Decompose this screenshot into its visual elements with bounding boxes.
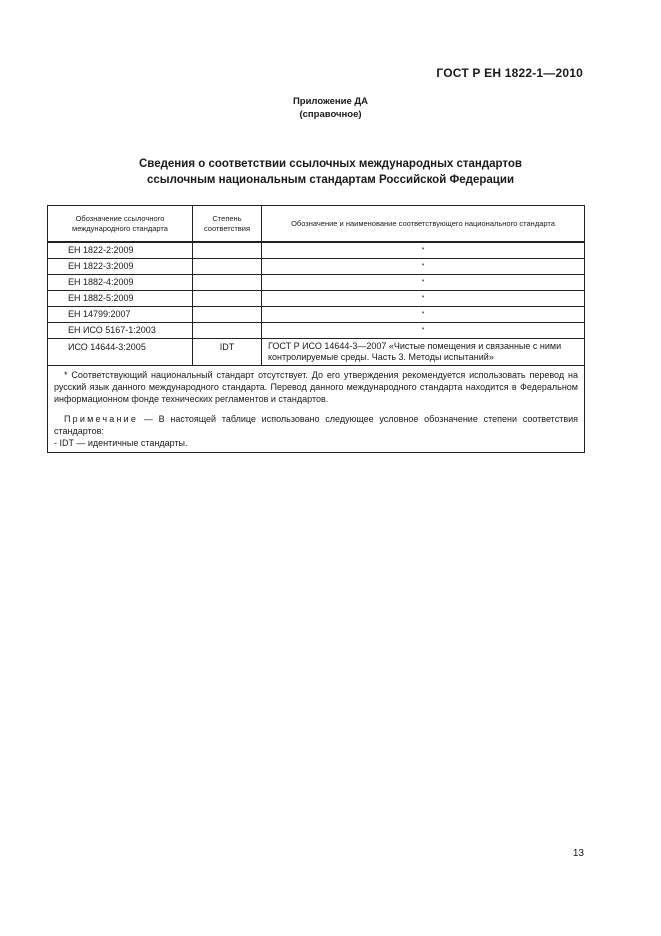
table-row — [48, 242, 585, 259]
annex-title — [40, 156, 621, 188]
table-header-row — [48, 206, 585, 243]
annex-title-line-2: ссылочным национальным стандартам Российской Федерации — [146, 174, 515, 186]
annex-heading — [0, 95, 661, 121]
page-number: 13 — [572, 848, 584, 859]
national-standard-cell: * — [262, 275, 585, 291]
degree-cell — [193, 259, 262, 275]
table-row — [48, 339, 585, 366]
national-standard-cell: * — [262, 291, 585, 307]
footnote-text: * Соответствующий национальный стандарт отсутствует. До его утверждения рекомендуется использовать перевод на русский язык данного международного стандарта. Перевод данного международного стандарта находится в Федеральном информационном фонде технических регламентов и стандартов. — [54, 370, 578, 404]
intl-standard-cell: ЕН 1882-4:2009 — [48, 275, 193, 291]
intl-standard-cell: ЕН 1822-2:2009 — [48, 242, 193, 259]
degree-cell: IDT — [193, 339, 262, 366]
notes-row — [48, 366, 585, 453]
note-label: Примечание — [64, 414, 139, 424]
intl-standard-cell: ИСО 14644-3:2005 — [48, 339, 193, 366]
intl-standard-cell: ЕН 14799:2007 — [48, 307, 193, 323]
note-item: - IDT — идентичные стандарты. — [54, 438, 188, 448]
intl-standard-cell: ЕН 1822-3:2009 — [48, 259, 193, 275]
notes-cell — [48, 366, 585, 453]
degree-cell — [193, 291, 262, 307]
intl-standard-cell: ЕН 1882-5:2009 — [48, 291, 193, 307]
document-code: ГОСТ Р ЕН 1822-1—2010 — [436, 66, 583, 80]
intl-standard-cell: ЕН ИСО 5167-1:2003 — [48, 323, 193, 339]
note-paragraph — [54, 413, 578, 437]
table-row — [48, 323, 585, 339]
table-row — [48, 259, 585, 275]
note-text: — В настоящей таблице использовано следующее условное обозначение степени соответствия стандартов: — [54, 414, 578, 436]
national-standard-cell: * — [262, 259, 585, 275]
reference-standards-table — [47, 205, 585, 453]
header-degree: Степень соответствия — [193, 206, 262, 243]
annex-type: (справочное) — [299, 109, 362, 120]
national-standard-cell: * — [262, 307, 585, 323]
national-standard-cell: * — [262, 323, 585, 339]
national-standard-cell: * — [262, 242, 585, 259]
table-row — [48, 291, 585, 307]
degree-cell — [193, 242, 262, 259]
annex-title-line-1: Сведения о соответствии ссылочных международных стандартов — [138, 158, 522, 170]
degree-cell — [193, 323, 262, 339]
degree-cell — [193, 307, 262, 323]
header-intl-standard: Обозначение ссылочного международного стандарта — [48, 206, 193, 243]
degree-cell — [193, 275, 262, 291]
national-standard-cell: ГОСТ Р ИСО 14644-3—2007 «Чистые помещения и связанные с ними контролируемые среды. Часть 3. Методы испытаний» — [262, 339, 585, 366]
table-row — [48, 275, 585, 291]
table-row — [48, 307, 585, 323]
header-national-standard: Обозначение и наименование соответствующего национального стандарта — [262, 206, 585, 243]
annex-label: Приложение ДА — [292, 96, 369, 107]
